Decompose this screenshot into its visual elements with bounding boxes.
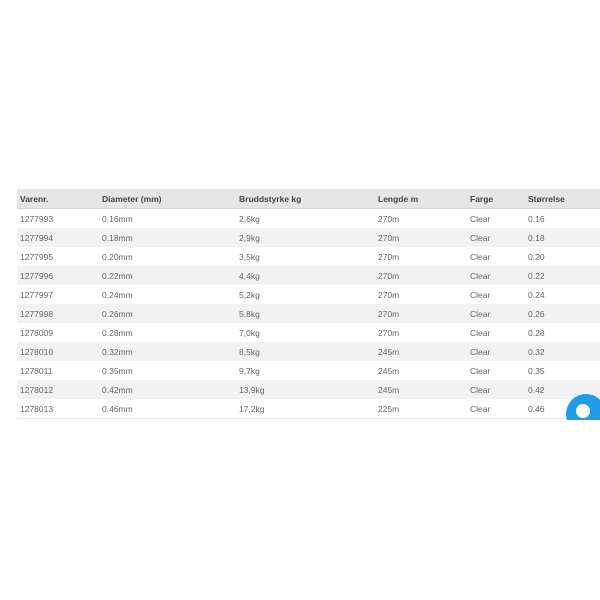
table-row [17,342,600,361]
cell-varenr: 1278012 [17,380,99,399]
cell-varenr: 1277995 [17,247,99,266]
cell-diameter: 0.22mm [99,266,236,285]
cell-varenr: 1277994 [17,228,99,247]
table-row [17,209,600,229]
cell-diameter: 0.24mm [99,285,236,304]
cell-farge: Clear [467,228,525,247]
table-row [17,380,600,399]
cell-lengde: 270m [375,266,467,285]
cell-farge: Clear [467,266,525,285]
table-row [17,399,600,419]
header-row [17,189,600,209]
cell-varenr: 1277997 [17,285,99,304]
header-storrelse: Størrelse [525,189,600,209]
cell-lengde: 245m [375,361,467,380]
cell-storrelse: 0.20 [525,247,600,266]
cell-lengde: 225m [375,399,467,419]
cell-bruddstyrke: 2,6kg [236,209,375,229]
cell-bruddstyrke: 13,9kg [236,380,375,399]
cell-bruddstyrke: 5,8kg [236,304,375,323]
cell-diameter: 0.46mm [99,399,236,419]
header-diameter: Diameter (mm) [99,189,236,209]
cell-farge: Clear [467,342,525,361]
cell-lengde: 270m [375,247,467,266]
chat-widget-button[interactable] [566,394,600,420]
cell-farge: Clear [467,399,525,419]
cell-bruddstyrke: 4,4kg [236,266,375,285]
header-varenr: Varenr. [17,189,99,209]
cell-diameter: 0.18mm [99,228,236,247]
cell-bruddstyrke: 9,7kg [236,361,375,380]
product-variant-table [17,189,600,419]
cell-diameter: 0.28mm [99,323,236,342]
table-row [17,266,600,285]
cell-storrelse: 0.26 [525,304,600,323]
cell-storrelse: 0.28 [525,323,600,342]
cell-storrelse: 0.35 [525,361,600,380]
cell-farge: Clear [467,209,525,229]
cell-bruddstyrke: 3,5kg [236,247,375,266]
cell-varenr: 1277993 [17,209,99,229]
table-row [17,304,600,323]
cell-diameter: 0.26mm [99,304,236,323]
cell-storrelse: 0.16 [525,209,600,229]
cell-bruddstyrke: 7,0kg [236,323,375,342]
cell-bruddstyrke: 17,2kg [236,399,375,419]
cell-lengde: 270m [375,285,467,304]
cell-farge: Clear [467,380,525,399]
cell-diameter: 0.20mm [99,247,236,266]
cell-farge: Clear [467,361,525,380]
cell-storrelse: 0.32 [525,342,600,361]
cell-storrelse: 0.42 [525,380,600,399]
cell-bruddstyrke: 5,2kg [236,285,375,304]
cell-storrelse: 0.46 [525,399,600,419]
cell-varenr: 1278010 [17,342,99,361]
cell-lengde: 270m [375,228,467,247]
cell-farge: Clear [467,304,525,323]
table-row [17,247,600,266]
cell-diameter: 0.32mm [99,342,236,361]
cell-lengde: 245m [375,380,467,399]
cell-lengde: 245m [375,342,467,361]
table-row [17,323,600,342]
cell-lengde: 270m [375,323,467,342]
table-body [17,209,600,419]
header-bruddstyrke: Bruddstyrke kg [236,189,375,209]
cell-bruddstyrke: 8,5kg [236,342,375,361]
cell-storrelse: 0.18 [525,228,600,247]
table-row [17,361,600,380]
cell-diameter: 0.42mm [99,380,236,399]
cell-lengde: 270m [375,304,467,323]
cell-varenr: 1278013 [17,399,99,419]
table-header [17,189,600,209]
cell-varenr: 1277996 [17,266,99,285]
table-row [17,228,600,247]
cell-farge: Clear [467,247,525,266]
cell-bruddstyrke: 2,9kg [236,228,375,247]
cell-farge: Clear [467,285,525,304]
cell-storrelse: 0.24 [525,285,600,304]
cell-lengde: 270m [375,209,467,229]
header-lengde: Lengde m [375,189,467,209]
cell-storrelse: 0.22 [525,266,600,285]
chat-bubble-dot [576,404,590,418]
cell-farge: Clear [467,323,525,342]
cell-varenr: 1278009 [17,323,99,342]
cell-varenr: 1278011 [17,361,99,380]
table-row [17,285,600,304]
cell-varenr: 1277998 [17,304,99,323]
cell-diameter: 0.35mm [99,361,236,380]
cell-diameter: 0.16mm [99,209,236,229]
header-farge: Farge [467,189,525,209]
